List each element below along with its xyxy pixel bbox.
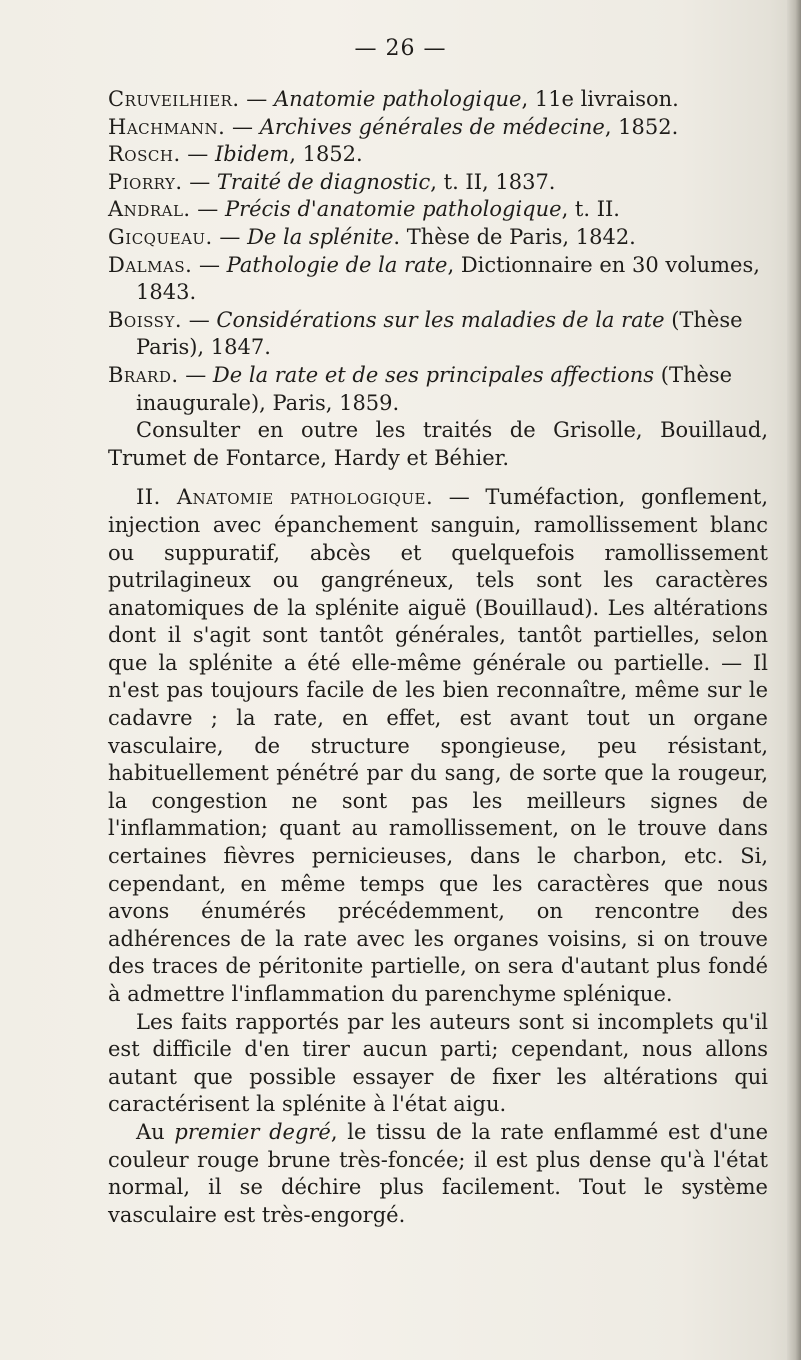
page-edge-shadow	[787, 0, 801, 1360]
paragraph-text: — Tuméfaction, gonflement, injection avec épanchement sanguin, ramollissement blanc ou suppuratif, abcès et quelquefois ramollissement putrilagineux ou gangréneux, tels sont les caractères anatomiques de la splénite aiguë (Bouillaud). Les altérations dont il s'agit sont tantôt générales, tantôt partielles, selon que la splénite a été elle-même générale ou partielle. — Il n'est pas toujours facile de les bien reconnaître, même sur le cadavre ; la rate, en effet, est avant tout un organe vasculaire, de structure spongieuse, peu résistant, habituellement pénétré par du sang, de sorte que la rougeur, la congestion ne sont pas les meilleurs signes de l'inflammation; quant au ramollissement, on le trouve dans certaines fièvres pernicieuses, dans le charbon, etc. Si, cependant, en même temps que les caractères que nous avons énumérés précédemment, on rencontre des adhérences de la rate avec les organes voisins, si on trouve des traces de péritonite partielle, on sera d'autant plus fondé à admettre l'inflammation du parenchyme splénique.	[108, 485, 768, 1006]
reference-title: Précis d'anatomie pathologique	[224, 197, 562, 222]
bibliography	[108, 86, 768, 417]
reference-title: Pathologie de la rate	[226, 252, 448, 277]
section-anatomie-pathologique	[108, 484, 768, 1229]
reference-author: Andral.	[108, 197, 191, 222]
page-number: — 26 —	[354, 36, 447, 61]
reference-author: Hachmann.	[108, 114, 226, 139]
reference-entry: Hachmann. — Archives générales de médecine, 1852.	[108, 114, 679, 139]
emphasis-term: premier degré	[174, 1119, 331, 1144]
reference-title: De la rate et de ses principales affections	[212, 362, 655, 387]
reference-entry: Rosch. — Ibidem, 1852.	[108, 142, 363, 167]
reference-entry: Dalmas. — Pathologie de la rate, Dictionnaire en 30 volumes, 1843.	[108, 252, 760, 305]
reference-title: Archives générales de médecine	[259, 114, 605, 139]
reference-title: Traité de diagnostic	[216, 169, 431, 194]
reference-author: Cruveilhier.	[108, 87, 240, 111]
reference-entry: Boissy. — Considérations sur les maladies de la rate (Thèse Paris), 1847.	[108, 307, 743, 360]
reference-author: Rosch.	[108, 142, 181, 167]
reference-author: Piorry.	[108, 169, 183, 194]
page-content	[108, 86, 768, 1229]
reference-author: Boissy.	[108, 307, 183, 332]
reference-entry: Brard. — De la rate et de ses principales affections (Thèse inaugurale), Paris, 1859.	[108, 362, 733, 415]
reference-title: Ibidem	[214, 142, 290, 167]
reference-entry: Cruveilhier. — Anatomie pathologique, 11e livraison.	[108, 87, 679, 111]
reference-title: De la splénite	[247, 224, 394, 249]
reference-author: Brard.	[108, 362, 179, 387]
reference-entry: Piorry. — Traité de diagnostic, t. II, 1837.	[108, 169, 556, 194]
section-heading: II. Anatomie pathologique.	[136, 485, 434, 510]
reference-author: Gicqueau.	[108, 224, 213, 249]
reference-entry: Gicqueau. — De la splénite. Thèse de Paris, 1842.	[108, 224, 636, 249]
section-paragraph: Au premier degré, le tissu de la rate enflammé est d'une couleur rouge brune très-foncée; il est plus dense qu'à l'état normal, il se déchire plus facilement. Tout le système vasculaire est très-engorgé.	[108, 1119, 769, 1227]
consult-note: Consulter en outre les traités de Grisolle, Bouillaud, Trumet de Fontarce, Hardy et Béhier.	[108, 418, 768, 470]
reference-entry: Andral. — Précis d'anatomie pathologique, t. II.	[108, 197, 620, 222]
reference-title: Considérations sur les maladies de la rate	[216, 307, 665, 332]
section-paragraph: Les faits rapportés par les auteurs sont si incomplets qu'il est difficile d'en tirer aucun parti; cependant, nous allons autant que possible essayer de fixer les altérations qui caractérisent la splénite à l'état aigu.	[108, 1009, 768, 1117]
reference-author: Dalmas.	[108, 252, 193, 277]
reference-title: Anatomie pathologique	[273, 87, 522, 111]
section-paragraph	[108, 484, 768, 1008]
